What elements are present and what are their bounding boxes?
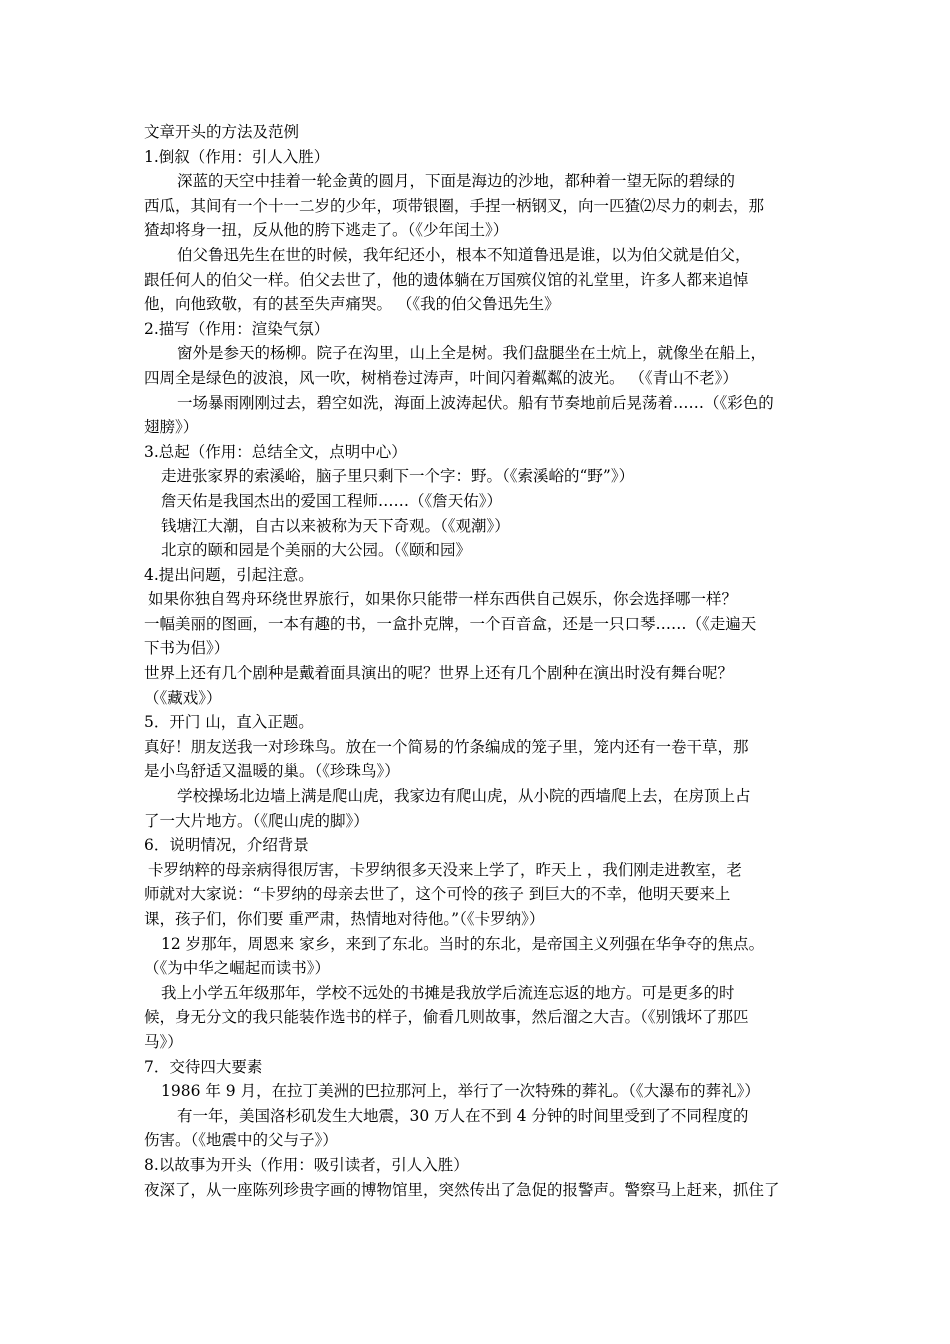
text-line: 了一大片地方。（《爬山虎的脚》） <box>144 811 369 830</box>
document-body <box>144 145 814 1203</box>
text-line: 有一年，美国洛杉矶发生大地震，30 万人在不到 4 分钟的时间里受到了不同程度的 <box>177 1106 749 1125</box>
text-line: （《藏戏》） <box>144 688 222 707</box>
text-line: 伯父鲁迅先生在世的时候，我年纪还小，根本不知道鲁迅是谁，以为伯父就是伯父， <box>177 245 751 264</box>
text-line: 我上小学五年级那年，学校不远处的书摊是我放学后流连忘返的地方。可是更多的时 <box>161 983 735 1002</box>
text-line: 跟任何人的伯父一样。伯父去世了，他的遗体躺在万国殡仪馆的礼堂里，许多人都来追悼 <box>144 270 749 289</box>
text-line: 1.倒叙（作用：引人入胜） <box>144 147 330 166</box>
text-line: 翅膀》） <box>144 418 199 437</box>
text-line: 如果你独自驾舟环绕世界旅行，如果你只能带一样东西供自己娱乐，你会选择哪一样？ <box>148 590 738 609</box>
text-line: 马》） <box>144 1032 183 1051</box>
text-line: 师就对大家说：“卡罗纳的母亲去世了，这个可怜的孩子 到巨大的不幸，他明天要来上 <box>144 885 731 904</box>
text-line: 是小鸟舒适又温暖的巢。（《珍珠鸟》） <box>144 762 400 781</box>
text-line: 他，向他致敬，有的甚至失声痛哭。 （《我的伯父鲁迅先生》 <box>144 295 560 314</box>
document-page <box>144 120 814 1202</box>
text-line: 8.以故事为开头（作用：吸引读者，引人入胜） <box>144 1155 469 1174</box>
text-line: 真好！朋友送我一对珍珠鸟。放在一个简易的竹条编成的笼子里，笼内还有一卷干草，那 <box>144 737 749 756</box>
text-line: 2.描写（作用：渲染气氛） <box>144 319 330 338</box>
text-line: 12 岁那年，周恩来 家乡，来到了东北。当时的东北，是帝国主义列强在华争夺的焦点。 <box>161 934 765 953</box>
text-line: 猹却将身一扭，反从他的胯下逃走了。（《少年闰土》） <box>144 221 509 240</box>
text-line: 候，身无分文的我只能装作选书的样子，偷看几则故事，然后溜之大吉。（《别饿坏了那匹 <box>144 1008 749 1027</box>
text-line: 北京的颐和园是个美丽的大公园。（《颐和园》 <box>161 541 472 560</box>
text-line: 3.总起（作用：总结全文，点明中心） <box>144 442 407 461</box>
text-line: 世界上还有几个剧种是戴着面具演出的呢？世界上还有几个剧种在演出时没有舞台呢？ <box>144 664 734 683</box>
text-line: 西瓜，其间有一个十一二岁的少年，项带银圈，手捏一柄钢叉，向一匹猹⑵尽力的刺去，那 <box>144 196 765 215</box>
text-line: 一场暴雨刚刚过去，碧空如洗，海面上波涛起伏。船有节奏地前后晃荡着……（《彩色的 <box>177 393 774 412</box>
text-line: 走进张家界的索溪峪，脑子里只剩下一个字：野。（《索溪峪的“野”》） <box>161 467 635 486</box>
text-line: 6．说明情况，介绍背景 <box>144 836 309 855</box>
text-line: 4.提出问题，引起注意。 <box>144 565 314 584</box>
text-line: 四周全是绿色的波浪，风一吹，树梢卷过涛声，叶间闪着粼粼的波光。 （《青山不老》） <box>144 368 738 387</box>
text-line: 詹天佑是我国杰出的爱国工程师……（《詹天佑》） <box>161 491 503 510</box>
text-line: 7．交待四大要素 <box>144 1057 263 1076</box>
text-line: （《为中华之崛起而读书》） <box>144 959 331 978</box>
text-line: 学校操场北边墙上满是爬山虎，我家边有爬山虎，从小院的西墙爬上去，在房顶上占 <box>177 787 751 806</box>
text-line: 窗外是参天的杨柳。院子在沟里，山上全是树。我们盘腿坐在土炕上，就像坐在船上， <box>177 344 767 363</box>
text-line: 一幅美丽的图画，一本有趣的书，一盒扑克牌，一个百音盒，还是一只口琴……（《走遍天 <box>144 614 757 633</box>
text-line: 深蓝的天空中挂着一轮金黄的圆月，下面是海边的沙地，都种着一望无际的碧绿的 <box>177 172 736 191</box>
document-title: 文章开头的方法及范例 <box>144 123 300 141</box>
text-line: 1986 年 9 月，在拉丁美洲的巴拉那河上，举行了一次特殊的葬礼。（《大瀑布的葬礼》） <box>161 1082 760 1101</box>
text-line: 5．开门 山，直入正题。 <box>144 713 314 732</box>
text-line: 卡罗纳粹的母亲病得很厉害，卡罗纳很多天没来上学了，昨天上 ，我们刚走进教室，老 <box>148 860 742 879</box>
text-line: 夜深了，从一座陈列珍贵字画的博物馆里，突然传出了急促的报警声。警察马上赶来，抓住了 <box>144 1180 780 1199</box>
text-line: 下书为侣》） <box>144 639 230 658</box>
text-line: 伤害。（《地震中的父与子》） <box>144 1131 338 1150</box>
text-line: 课，孩子们，你们要 重严肃，热情地对待他。”（《卡罗纳》） <box>144 910 545 928</box>
text-line: 钱塘江大潮，自古以来被称为天下奇观。（《观潮》） <box>161 516 510 535</box>
